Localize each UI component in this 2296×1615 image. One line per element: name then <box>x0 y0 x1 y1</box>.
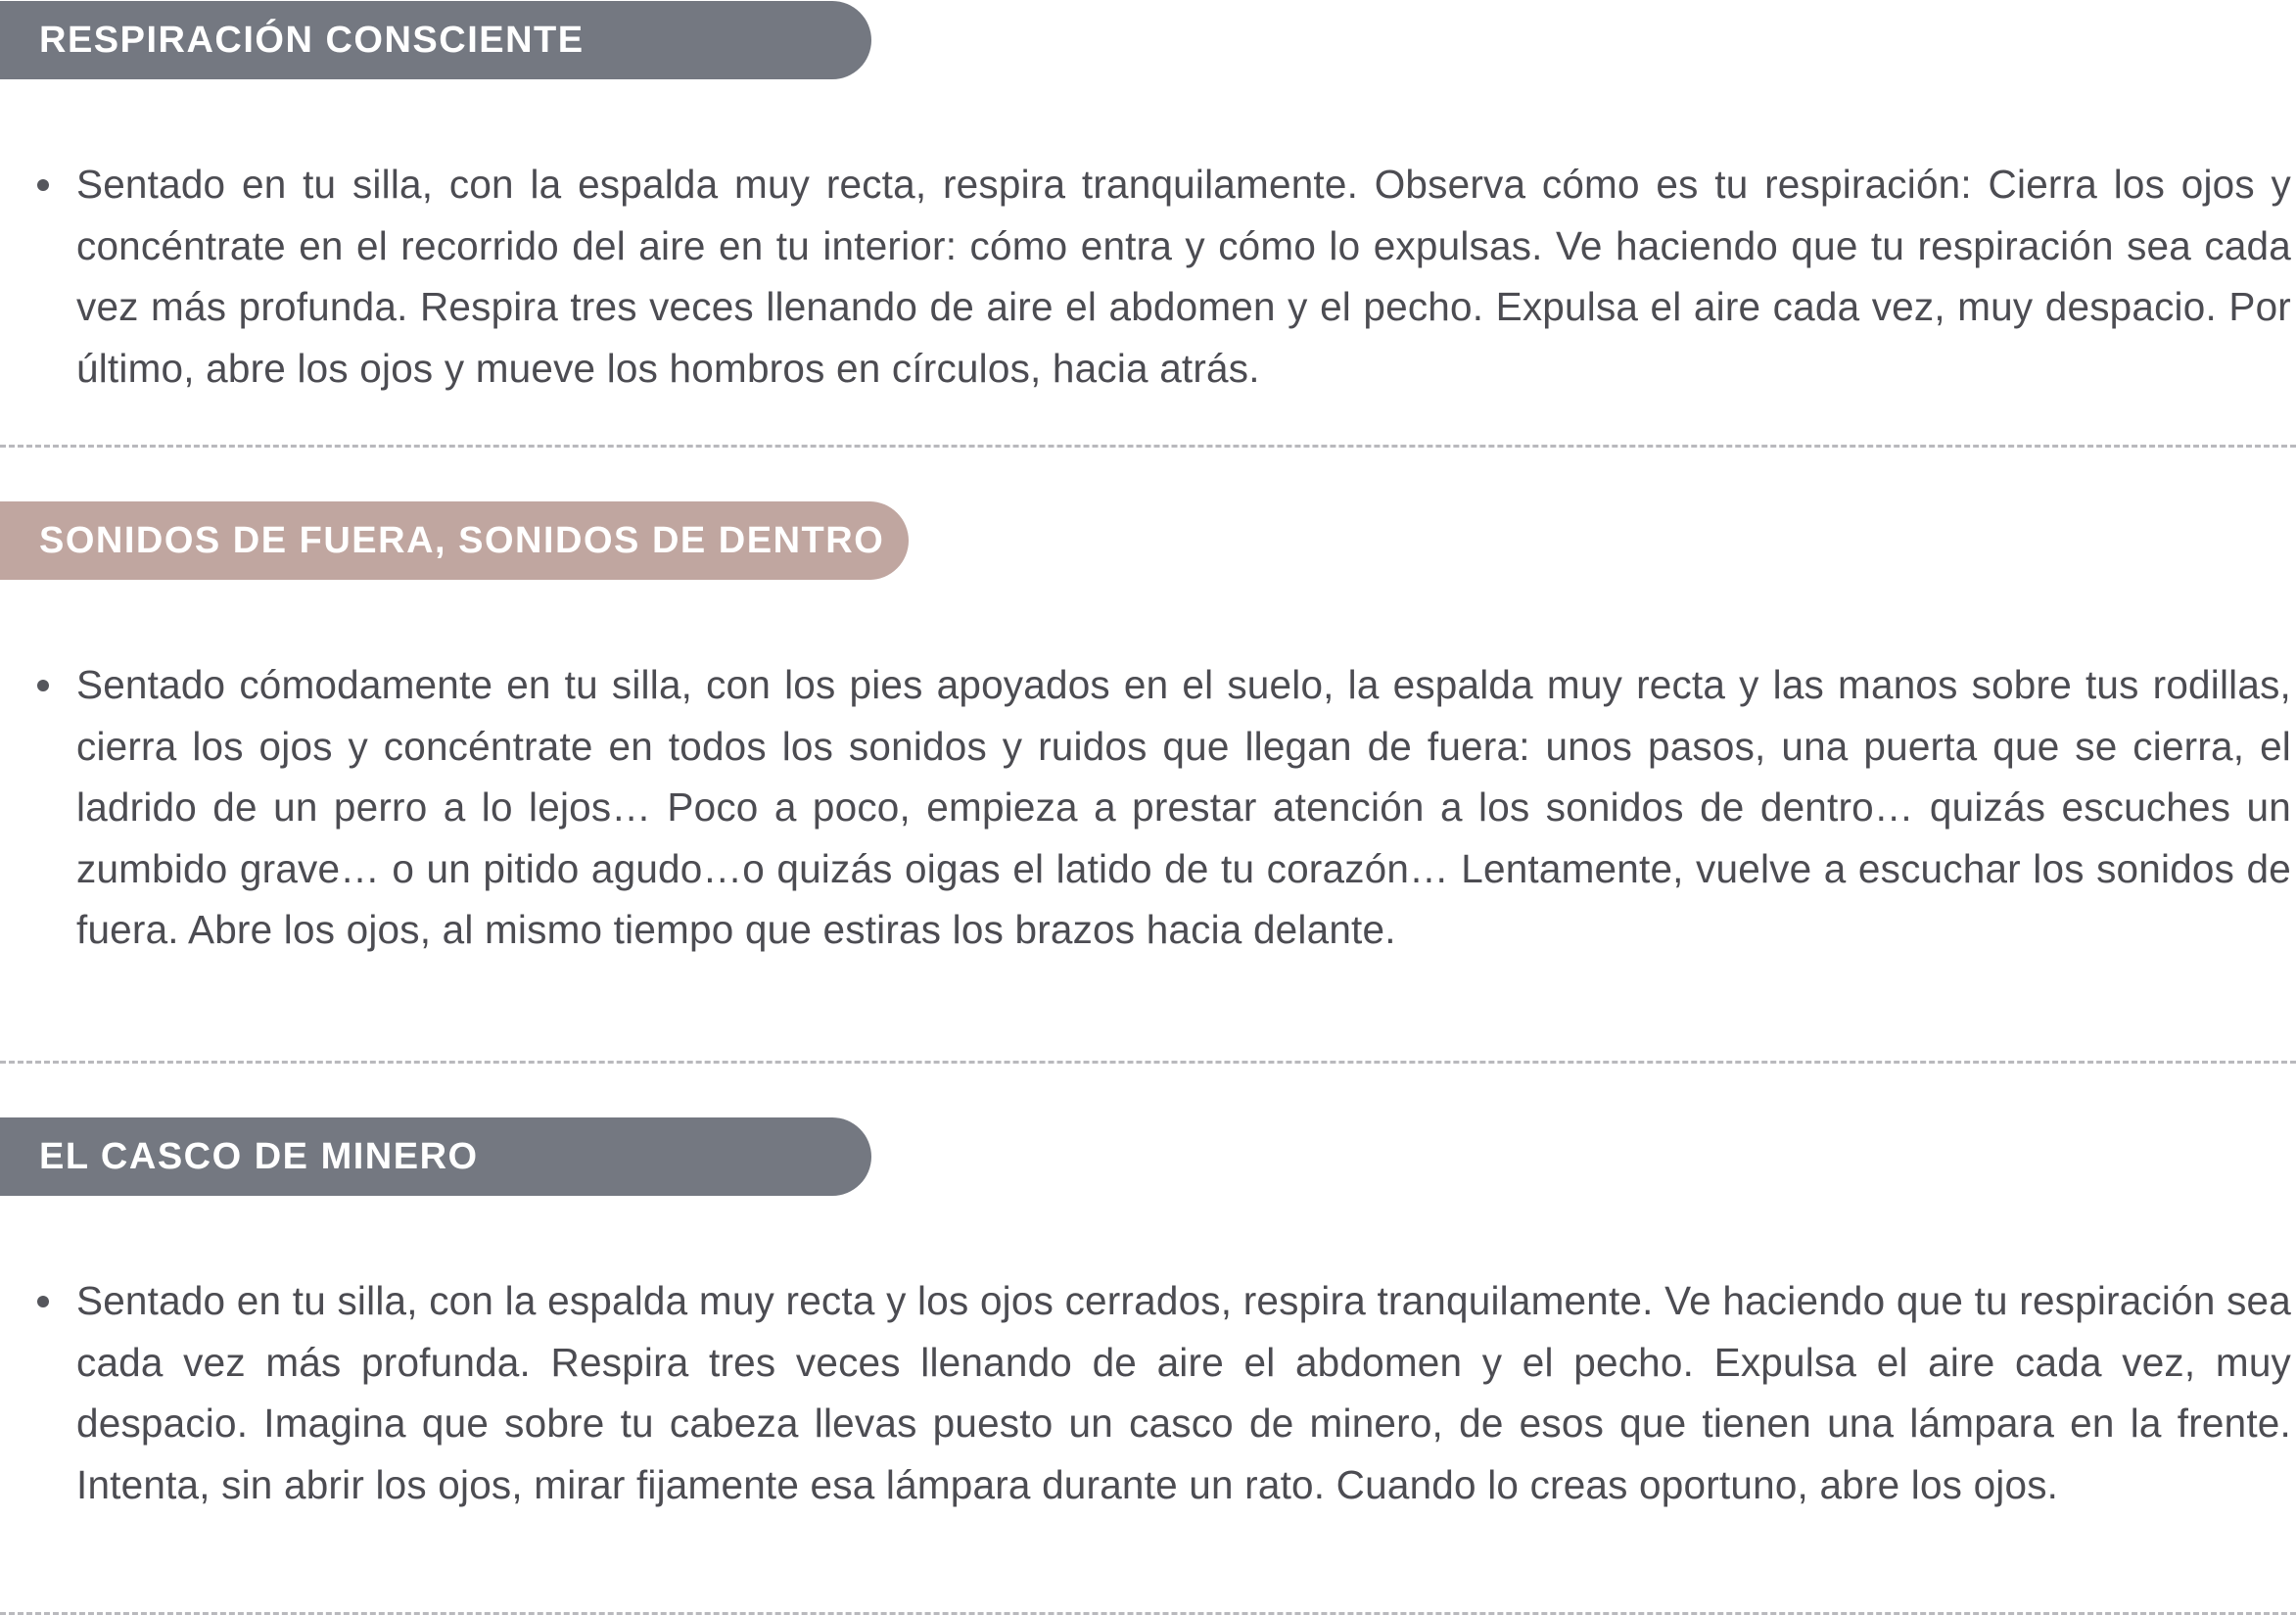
section-text-casco-de-minero: Sentado en tu silla, con la espalda muy recta y los ojos cerrados, respira tranquilamente. Ve haciendo que tu respiración sea cada vez más profunda. Respira tres veces llenando de aire el abdomen y el pecho. Expulsa el aire cada vez, muy despacio. Imagina que sobre tu cabeza llevas puesto un casco de minero, de esos que tienen una lámpara en la frente. Intenta, sin abrir los ojos, mirar fijamente esa lámpara durante un rato. Cuando lo creas oportuno, abre los ojos. <box>76 1278 2291 1507</box>
section-title-sonidos: SONIDOS DE FUERA, SONIDOS DE DENTRO <box>0 501 909 580</box>
section-title-respiracion-consciente: RESPIRACIÓN CONSCIENTE <box>0 1 871 79</box>
section-divider <box>0 445 2296 448</box>
bullet-icon <box>37 1296 49 1307</box>
bullet-icon <box>37 179 49 191</box>
section-text-respiracion-consciente: Sentado en tu silla, con la espalda muy recta, respira tranquilamente. Observa cómo es tu respiración: Cierra los ojos y concéntrate en el recorrido del aire en tu interior: cómo entra y cómo lo expulsas. Ve haciendo que tu respiración sea cada vez más profunda. Respira tres veces llenando de aire el abdomen y el pecho. Expulsa el aire cada vez, muy despacio. Por último, abre los ojos y mueve los hombros en círculos, hacia atrás. <box>76 162 2291 391</box>
section-divider <box>0 1061 2296 1064</box>
section-text-sonidos: Sentado cómodamente en tu silla, con los pies apoyados en el suelo, la espalda muy recta y las manos sobre tus rodillas, cierra los ojos y concéntrate en todos los sonidos y ruidos que llegan de fuera: unos pasos, una puerta que se cierra, el ladrido de un perro a lo lejos… Poco a poco, empieza a prestar atención a los sonidos de dentro… quizás escuches un zumbido grave… o un pitido agudo…o quizás oigas el latido de tu corazón… Lentamente, vuelve a escuchar los sonidos de fuera. Abre los ojos, al mismo tiempo que estiras los brazos hacia delante. <box>76 662 2291 952</box>
section-title-casco-de-minero: EL CASCO DE MINERO <box>0 1117 871 1196</box>
bullet-icon <box>37 680 49 691</box>
